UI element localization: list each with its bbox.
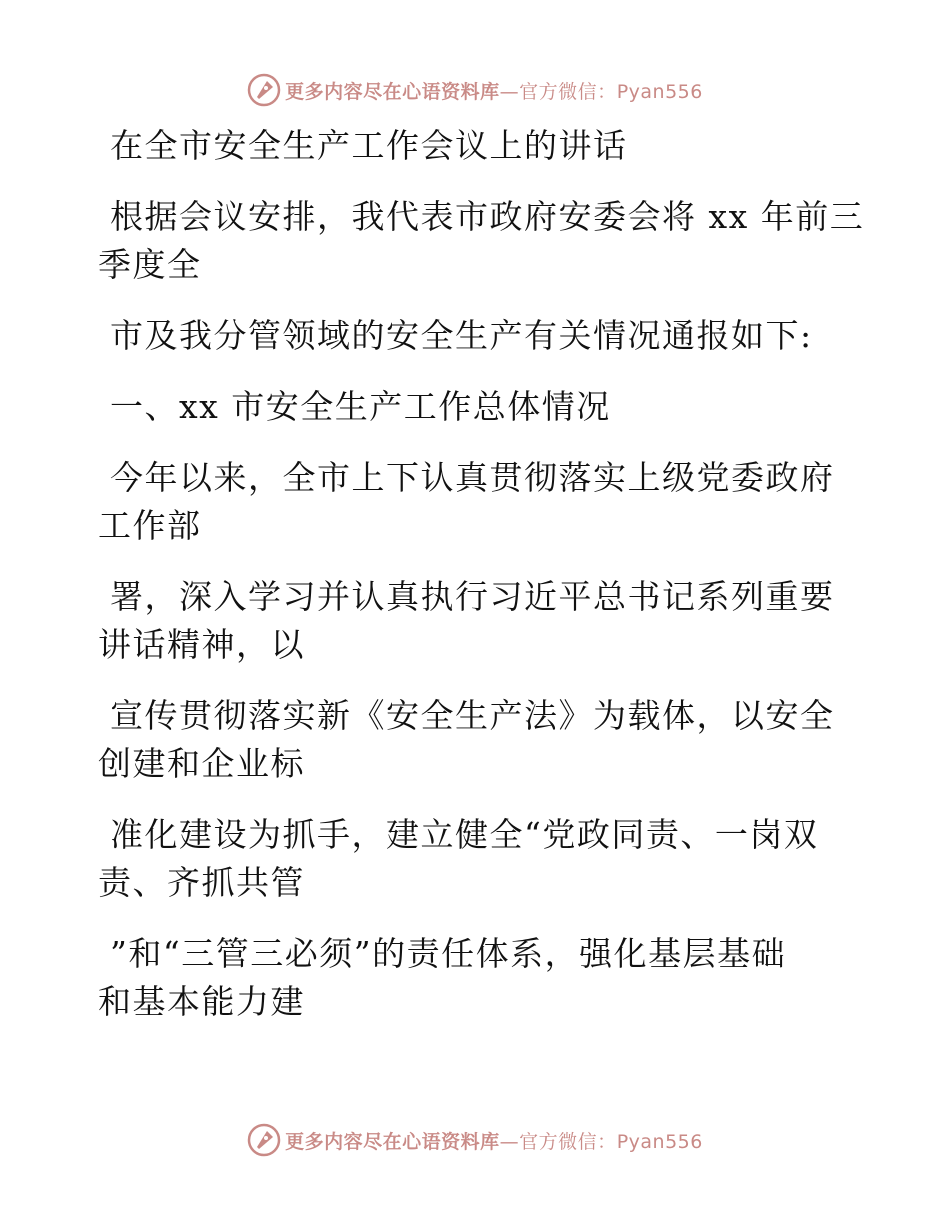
watermark-wechat-id: Pyan556 [616,1130,703,1153]
watermark-suffix-text: 官方微信： [519,80,617,103]
paragraph-line: 一、xx 市安全生产工作总体情况 [98,387,611,426]
document-body [98,122,865,1049]
paragraph-line: 创建和企业标 [98,744,305,783]
watermark-dash: — [499,80,520,103]
document-title: 在全市安全生产工作会议上的讲话 [98,126,628,165]
paragraph-line: 责、齐抓共管 [98,863,305,902]
paragraph-line: 工作部 [98,506,202,545]
watermark-main-text: 更多内容尽在心语资料库 [285,1130,500,1153]
paragraph [98,573,858,669]
paragraph-line: 讲话精神，以 [98,625,305,664]
footer-watermark [0,1120,950,1160]
paragraph [98,454,858,550]
paragraph [98,383,858,431]
watermark-wechat-id: Pyan556 [616,80,703,103]
paragraph [98,692,858,788]
paragraph-line: 市及我分管领域的安全生产有关情况通报如下: [98,316,813,355]
watermark-main-text: 更多内容尽在心语资料库 [285,80,500,103]
watermark-suffix-text: 官方微信： [519,1130,617,1153]
paragraph [98,193,865,289]
paragraph [98,811,858,907]
paragraph [98,312,858,360]
paragraph-line: 根据会议安排，我代表市政府安委会将 xx 年前三 [98,197,865,236]
paragraph-line: 宣传贯彻落实新《安全生产法》为载体，以安全 [98,696,835,735]
paragraph-line: 和基本能力建 [98,982,305,1021]
paragraph-line: ”和“三管三必须”的责任体系，强化基层基础 [98,934,787,973]
paragraph [98,930,858,1026]
paragraph-line: 今年以来，全市上下认真贯彻落实上级党委政府 [98,458,835,497]
pen-nib-logo-icon [247,73,281,107]
paragraph-list [98,193,865,1026]
header-watermark [0,70,950,110]
paragraph-line: 准化建设为抓手，建立健全“党政同责、一岗双 [98,815,819,854]
pen-nib-logo-icon [247,1123,281,1157]
paragraph-line: 署，深入学习并认真执行习近平总书记系列重要 [98,577,835,616]
watermark-dash: — [499,1130,520,1153]
paragraph-line: 季度全 [98,245,202,284]
